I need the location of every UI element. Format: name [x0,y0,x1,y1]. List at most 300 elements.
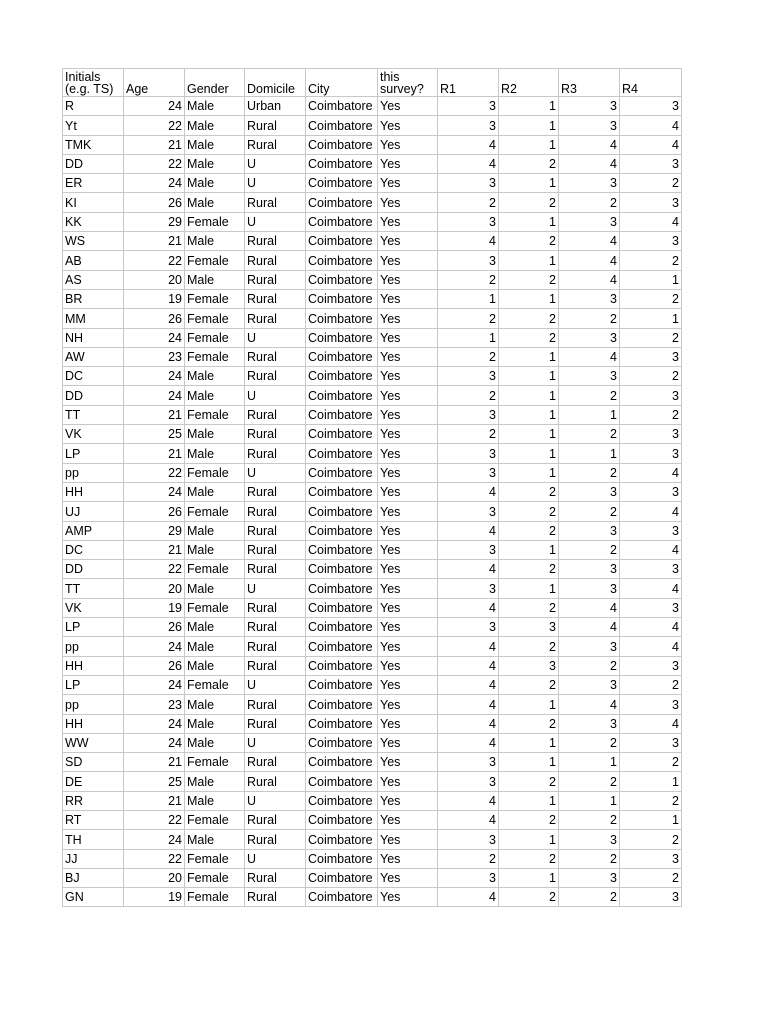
cell-gender[interactable]: Male [185,97,245,116]
cell-initials[interactable]: TT [63,405,124,424]
cell-city[interactable]: Coimbatore [306,425,378,444]
cell-initials[interactable]: VK [63,425,124,444]
cell-r3[interactable]: 2 [559,656,620,675]
cell-gender[interactable]: Female [185,675,245,694]
cell-r4[interactable]: 4 [620,637,682,656]
cell-r2[interactable]: 2 [499,328,559,347]
cell-city[interactable]: Coimbatore [306,444,378,463]
cell-age[interactable]: 24 [124,174,185,193]
cell-r4[interactable]: 1 [620,309,682,328]
cell-survey[interactable]: Yes [378,618,438,637]
cell-initials[interactable]: HH [63,714,124,733]
cell-initials[interactable]: DD [63,560,124,579]
cell-age[interactable]: 22 [124,560,185,579]
cell-domicile[interactable]: Rural [245,714,306,733]
cell-gender[interactable]: Female [185,753,245,772]
cell-gender[interactable]: Male [185,733,245,752]
cell-r2[interactable]: 1 [499,289,559,308]
cell-age[interactable]: 24 [124,386,185,405]
cell-initials[interactable]: AS [63,270,124,289]
cell-r3[interactable]: 3 [559,482,620,501]
cell-survey[interactable]: Yes [378,540,438,559]
cell-age[interactable]: 24 [124,637,185,656]
cell-r2[interactable]: 1 [499,116,559,135]
cell-gender[interactable]: Male [185,695,245,714]
cell-gender[interactable]: Female [185,502,245,521]
cell-age[interactable]: 24 [124,714,185,733]
cell-gender[interactable]: Female [185,888,245,907]
cell-survey[interactable]: Yes [378,714,438,733]
cell-r4[interactable]: 2 [620,367,682,386]
cell-r3[interactable]: 4 [559,347,620,366]
cell-r3[interactable]: 3 [559,212,620,231]
cell-gender[interactable]: Male [185,367,245,386]
cell-initials[interactable]: DC [63,540,124,559]
cell-r4[interactable]: 2 [620,328,682,347]
cell-r4[interactable]: 4 [620,135,682,154]
cell-city[interactable]: Coimbatore [306,560,378,579]
cell-domicile[interactable]: U [245,328,306,347]
cell-r1[interactable]: 2 [438,425,499,444]
cell-domicile[interactable]: Rural [245,193,306,212]
cell-r3[interactable]: 2 [559,425,620,444]
cell-age[interactable]: 25 [124,772,185,791]
cell-r3[interactable]: 3 [559,714,620,733]
cell-r4[interactable]: 3 [620,656,682,675]
cell-age[interactable]: 21 [124,135,185,154]
cell-r2[interactable]: 2 [499,772,559,791]
cell-survey[interactable]: Yes [378,598,438,617]
cell-survey[interactable]: Yes [378,116,438,135]
cell-r3[interactable]: 1 [559,753,620,772]
cell-age[interactable]: 19 [124,888,185,907]
header-domicile[interactable] [245,69,306,97]
cell-domicile[interactable]: Rural [245,405,306,424]
cell-age[interactable]: 24 [124,733,185,752]
cell-gender[interactable]: Female [185,405,245,424]
cell-r1[interactable]: 3 [438,463,499,482]
cell-city[interactable]: Coimbatore [306,135,378,154]
cell-r1[interactable]: 3 [438,772,499,791]
cell-r1[interactable]: 2 [438,309,499,328]
cell-r1[interactable]: 4 [438,598,499,617]
cell-age[interactable]: 19 [124,289,185,308]
cell-r1[interactable]: 3 [438,540,499,559]
cell-initials[interactable]: DD [63,154,124,173]
cell-gender[interactable]: Male [185,830,245,849]
cell-r3[interactable]: 3 [559,637,620,656]
cell-r4[interactable]: 2 [620,289,682,308]
cell-survey[interactable]: Yes [378,579,438,598]
cell-gender[interactable]: Male [185,579,245,598]
cell-r1[interactable]: 3 [438,579,499,598]
cell-r2[interactable]: 1 [499,367,559,386]
cell-gender[interactable]: Male [185,425,245,444]
cell-r2[interactable]: 2 [499,502,559,521]
cell-r3[interactable]: 2 [559,386,620,405]
cell-r4[interactable]: 2 [620,791,682,810]
cell-age[interactable]: 22 [124,251,185,270]
cell-domicile[interactable]: Rural [245,753,306,772]
cell-age[interactable]: 22 [124,849,185,868]
cell-initials[interactable]: DC [63,367,124,386]
cell-initials[interactable]: LP [63,444,124,463]
cell-domicile[interactable]: Rural [245,637,306,656]
cell-domicile[interactable]: Rural [245,888,306,907]
cell-initials[interactable]: JJ [63,849,124,868]
cell-city[interactable]: Coimbatore [306,772,378,791]
cell-initials[interactable]: BJ [63,868,124,887]
cell-city[interactable]: Coimbatore [306,289,378,308]
cell-initials[interactable]: MM [63,309,124,328]
cell-city[interactable]: Coimbatore [306,212,378,231]
cell-r3[interactable]: 4 [559,598,620,617]
cell-gender[interactable]: Male [185,444,245,463]
cell-domicile[interactable]: Rural [245,502,306,521]
cell-gender[interactable]: Male [185,174,245,193]
cell-r4[interactable]: 3 [620,386,682,405]
cell-r2[interactable]: 1 [499,540,559,559]
cell-r2[interactable]: 2 [499,637,559,656]
cell-age[interactable]: 25 [124,425,185,444]
cell-r1[interactable]: 4 [438,695,499,714]
cell-city[interactable]: Coimbatore [306,637,378,656]
cell-r2[interactable]: 1 [499,386,559,405]
cell-r3[interactable]: 4 [559,154,620,173]
cell-domicile[interactable]: Rural [245,270,306,289]
cell-domicile[interactable]: U [245,463,306,482]
cell-domicile[interactable]: Urban [245,97,306,116]
cell-r3[interactable]: 3 [559,174,620,193]
cell-age[interactable]: 22 [124,810,185,829]
cell-age[interactable]: 20 [124,579,185,598]
cell-r2[interactable]: 3 [499,656,559,675]
cell-survey[interactable]: Yes [378,405,438,424]
cell-survey[interactable]: Yes [378,135,438,154]
cell-city[interactable]: Coimbatore [306,193,378,212]
cell-r2[interactable]: 1 [499,733,559,752]
cell-survey[interactable]: Yes [378,810,438,829]
cell-domicile[interactable]: Rural [245,618,306,637]
cell-survey[interactable]: Yes [378,868,438,887]
cell-r1[interactable]: 3 [438,830,499,849]
cell-r1[interactable]: 2 [438,849,499,868]
cell-domicile[interactable]: Rural [245,309,306,328]
cell-age[interactable]: 21 [124,232,185,251]
cell-city[interactable]: Coimbatore [306,868,378,887]
cell-city[interactable]: Coimbatore [306,482,378,501]
cell-domicile[interactable]: U [245,212,306,231]
cell-city[interactable]: Coimbatore [306,97,378,116]
cell-age[interactable]: 21 [124,405,185,424]
header-gender[interactable] [185,69,245,97]
cell-r2[interactable]: 1 [499,425,559,444]
cell-r1[interactable]: 1 [438,289,499,308]
cell-r2[interactable]: 2 [499,675,559,694]
cell-survey[interactable]: Yes [378,328,438,347]
cell-survey[interactable]: Yes [378,521,438,540]
cell-r1[interactable]: 4 [438,521,499,540]
cell-r4[interactable]: 1 [620,270,682,289]
cell-age[interactable]: 29 [124,521,185,540]
cell-r3[interactable]: 3 [559,289,620,308]
cell-city[interactable]: Coimbatore [306,309,378,328]
cell-city[interactable]: Coimbatore [306,810,378,829]
cell-survey[interactable]: Yes [378,309,438,328]
cell-gender[interactable]: Male [185,637,245,656]
cell-r2[interactable]: 2 [499,154,559,173]
cell-r2[interactable]: 2 [499,810,559,829]
cell-r4[interactable]: 2 [620,830,682,849]
cell-r2[interactable]: 1 [499,463,559,482]
cell-domicile[interactable]: Rural [245,598,306,617]
cell-r4[interactable]: 3 [620,888,682,907]
cell-survey[interactable]: Yes [378,97,438,116]
cell-city[interactable]: Coimbatore [306,849,378,868]
cell-r4[interactable]: 2 [620,675,682,694]
cell-city[interactable]: Coimbatore [306,405,378,424]
cell-city[interactable]: Coimbatore [306,251,378,270]
cell-survey[interactable]: Yes [378,444,438,463]
header-r1[interactable] [438,69,499,97]
cell-r1[interactable]: 3 [438,212,499,231]
cell-r2[interactable]: 1 [499,791,559,810]
cell-r2[interactable]: 2 [499,598,559,617]
cell-r2[interactable]: 2 [499,232,559,251]
cell-survey[interactable]: Yes [378,463,438,482]
cell-r3[interactable]: 2 [559,540,620,559]
cell-survey[interactable]: Yes [378,289,438,308]
cell-city[interactable]: Coimbatore [306,830,378,849]
cell-domicile[interactable]: Rural [245,425,306,444]
cell-initials[interactable]: LP [63,675,124,694]
cell-domicile[interactable]: Rural [245,772,306,791]
cell-r1[interactable]: 3 [438,753,499,772]
cell-gender[interactable]: Male [185,193,245,212]
cell-survey[interactable]: Yes [378,830,438,849]
cell-r1[interactable]: 3 [438,97,499,116]
cell-gender[interactable]: Male [185,540,245,559]
cell-survey[interactable]: Yes [378,888,438,907]
cell-domicile[interactable]: Rural [245,347,306,366]
cell-initials[interactable]: AMP [63,521,124,540]
cell-gender[interactable]: Male [185,714,245,733]
cell-survey[interactable]: Yes [378,772,438,791]
cell-domicile[interactable]: U [245,154,306,173]
cell-r1[interactable]: 2 [438,270,499,289]
cell-initials[interactable]: DD [63,386,124,405]
cell-age[interactable]: 24 [124,482,185,501]
cell-r2[interactable]: 2 [499,521,559,540]
cell-r3[interactable]: 3 [559,579,620,598]
cell-initials[interactable]: Yt [63,116,124,135]
cell-age[interactable]: 26 [124,193,185,212]
cell-city[interactable]: Coimbatore [306,656,378,675]
cell-r4[interactable]: 3 [620,849,682,868]
cell-r4[interactable]: 3 [620,733,682,752]
cell-city[interactable]: Coimbatore [306,116,378,135]
cell-initials[interactable]: GN [63,888,124,907]
cell-r3[interactable]: 4 [559,695,620,714]
cell-r2[interactable]: 1 [499,405,559,424]
cell-initials[interactable]: RR [63,791,124,810]
cell-r4[interactable]: 3 [620,521,682,540]
cell-r1[interactable]: 4 [438,656,499,675]
cell-gender[interactable]: Female [185,810,245,829]
cell-city[interactable]: Coimbatore [306,598,378,617]
cell-city[interactable]: Coimbatore [306,328,378,347]
cell-domicile[interactable]: U [245,174,306,193]
cell-r2[interactable]: 2 [499,888,559,907]
cell-r2[interactable]: 1 [499,695,559,714]
cell-gender[interactable]: Female [185,309,245,328]
cell-initials[interactable]: WS [63,232,124,251]
cell-r3[interactable]: 3 [559,367,620,386]
cell-initials[interactable]: WW [63,733,124,752]
cell-r1[interactable]: 4 [438,810,499,829]
cell-r3[interactable]: 4 [559,232,620,251]
cell-r3[interactable]: 2 [559,772,620,791]
cell-survey[interactable]: Yes [378,849,438,868]
cell-r3[interactable]: 3 [559,830,620,849]
cell-gender[interactable]: Male [185,154,245,173]
cell-initials[interactable]: UJ [63,502,124,521]
cell-domicile[interactable]: Rural [245,232,306,251]
cell-domicile[interactable]: Rural [245,810,306,829]
cell-r3[interactable]: 2 [559,463,620,482]
cell-r2[interactable]: 1 [499,251,559,270]
cell-age[interactable]: 26 [124,656,185,675]
cell-r1[interactable]: 4 [438,637,499,656]
cell-initials[interactable]: TH [63,830,124,849]
cell-initials[interactable]: VK [63,598,124,617]
cell-survey[interactable]: Yes [378,232,438,251]
header-age[interactable] [124,69,185,97]
cell-r1[interactable]: 4 [438,733,499,752]
cell-r1[interactable]: 3 [438,367,499,386]
cell-age[interactable]: 21 [124,753,185,772]
cell-r3[interactable]: 4 [559,135,620,154]
cell-r1[interactable]: 4 [438,154,499,173]
cell-r1[interactable]: 3 [438,116,499,135]
cell-r2[interactable]: 1 [499,579,559,598]
cell-r4[interactable]: 2 [620,405,682,424]
cell-r3[interactable]: 3 [559,328,620,347]
cell-survey[interactable]: Yes [378,733,438,752]
cell-city[interactable]: Coimbatore [306,347,378,366]
cell-r3[interactable]: 3 [559,560,620,579]
cell-age[interactable]: 24 [124,367,185,386]
cell-initials[interactable]: AW [63,347,124,366]
cell-gender[interactable]: Female [185,598,245,617]
cell-r1[interactable]: 4 [438,560,499,579]
cell-r1[interactable]: 3 [438,405,499,424]
cell-r1[interactable]: 4 [438,135,499,154]
cell-age[interactable]: 24 [124,830,185,849]
cell-city[interactable]: Coimbatore [306,521,378,540]
cell-r2[interactable]: 1 [499,868,559,887]
cell-age[interactable]: 24 [124,328,185,347]
cell-r4[interactable]: 4 [620,212,682,231]
cell-city[interactable]: Coimbatore [306,753,378,772]
cell-r2[interactable]: 1 [499,444,559,463]
header-city[interactable] [306,69,378,97]
cell-initials[interactable]: HH [63,656,124,675]
cell-r1[interactable]: 1 [438,328,499,347]
header-survey[interactable] [378,69,438,97]
cell-domicile[interactable]: U [245,849,306,868]
cell-initials[interactable]: ER [63,174,124,193]
cell-domicile[interactable]: Rural [245,560,306,579]
cell-age[interactable]: 21 [124,791,185,810]
cell-domicile[interactable]: Rural [245,656,306,675]
cell-r3[interactable]: 2 [559,193,620,212]
cell-domicile[interactable]: Rural [245,521,306,540]
cell-r1[interactable]: 4 [438,675,499,694]
cell-city[interactable]: Coimbatore [306,386,378,405]
cell-r1[interactable]: 3 [438,618,499,637]
cell-gender[interactable]: Female [185,328,245,347]
cell-r3[interactable]: 2 [559,888,620,907]
cell-city[interactable]: Coimbatore [306,675,378,694]
cell-city[interactable]: Coimbatore [306,579,378,598]
cell-r3[interactable]: 2 [559,849,620,868]
cell-r1[interactable]: 2 [438,347,499,366]
cell-initials[interactable]: DE [63,772,124,791]
cell-r1[interactable]: 4 [438,714,499,733]
cell-initials[interactable]: LP [63,618,124,637]
cell-survey[interactable]: Yes [378,502,438,521]
cell-r4[interactable]: 3 [620,695,682,714]
cell-initials[interactable]: AB [63,251,124,270]
cell-domicile[interactable]: Rural [245,367,306,386]
cell-domicile[interactable]: Rural [245,116,306,135]
cell-r3[interactable]: 2 [559,810,620,829]
cell-domicile[interactable]: Rural [245,135,306,154]
cell-initials[interactable]: pp [63,637,124,656]
cell-r3[interactable]: 2 [559,309,620,328]
cell-initials[interactable]: TT [63,579,124,598]
cell-r4[interactable]: 2 [620,868,682,887]
cell-r4[interactable]: 4 [620,579,682,598]
cell-r3[interactable]: 1 [559,791,620,810]
cell-survey[interactable]: Yes [378,695,438,714]
cell-r3[interactable]: 2 [559,502,620,521]
cell-r2[interactable]: 2 [499,849,559,868]
cell-domicile[interactable]: U [245,791,306,810]
cell-r4[interactable]: 4 [620,116,682,135]
cell-r4[interactable]: 3 [620,425,682,444]
cell-domicile[interactable]: Rural [245,830,306,849]
cell-r1[interactable]: 2 [438,386,499,405]
cell-gender[interactable]: Male [185,656,245,675]
cell-gender[interactable]: Male [185,232,245,251]
cell-domicile[interactable]: U [245,675,306,694]
cell-city[interactable]: Coimbatore [306,714,378,733]
cell-gender[interactable]: Male [185,386,245,405]
cell-r3[interactable]: 3 [559,97,620,116]
header-r4[interactable] [620,69,682,97]
cell-age[interactable]: 22 [124,154,185,173]
cell-age[interactable]: 22 [124,463,185,482]
cell-r4[interactable]: 3 [620,154,682,173]
cell-gender[interactable]: Male [185,791,245,810]
cell-age[interactable]: 20 [124,868,185,887]
cell-city[interactable]: Coimbatore [306,154,378,173]
cell-city[interactable]: Coimbatore [306,232,378,251]
cell-r1[interactable]: 3 [438,174,499,193]
cell-r2[interactable]: 1 [499,174,559,193]
